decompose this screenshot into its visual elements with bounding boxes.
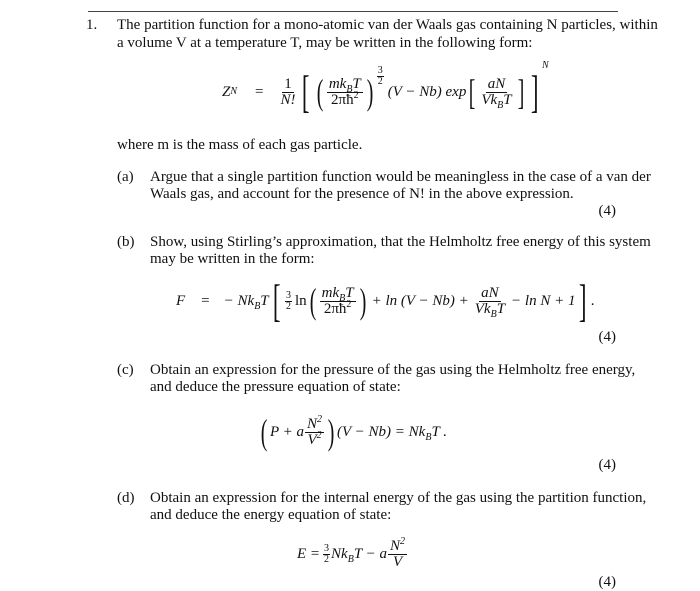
f-bracket-left: [	[272, 275, 281, 326]
zn-paren-right: )	[366, 72, 374, 112]
f-half: $\frac{3}{2}$	[285, 289, 291, 312]
part-c-marks: (4)	[598, 457, 616, 473]
question-number: 1.	[86, 17, 98, 33]
f-ln: ln	[294, 293, 307, 309]
part-d-line-1: Obtain an expression for the internal energy of the gas using the partition function,	[150, 490, 647, 506]
part-b-label: (b)	[117, 234, 135, 250]
part-b-marks: (4)	[598, 329, 616, 345]
energy-equation: E = $\frac{3}{2}$ $Nk_BT - a$ $\frac{N^2}{V}$	[297, 535, 406, 570]
pressure-equation: ( P + a $\frac{N^2}{V^2}$ ) $(V - Nb) = Nk_BT$ .	[260, 412, 448, 452]
zn-exp-fraction: $\frac{aN}{Vk_BT}$	[481, 75, 512, 111]
f-mid: + ln (V − Nb) +	[371, 293, 469, 309]
intro-line-2: a volume V at a temperature T, may be written in the following form:	[117, 35, 533, 51]
f-an-fraction: $\frac{aN}{Vk_BT}$	[474, 284, 506, 320]
zn-equals: =	[255, 84, 264, 100]
top-rule	[88, 11, 618, 12]
partition-function-equation: Z N = $\frac{1}{N!}$ [ ( $\frac{mk_BT}{2\pi ħ^2}$ ) $\frac{3}{2}$ (V − Nb) exp [ $\frac{aN}{Vk_BT}$ ] ] N	[222, 60, 549, 117]
part-b-line-1: Show, using Stirling’s approximation, that the Helmholtz free energy of this system	[150, 234, 651, 250]
part-d-marks: (4)	[598, 574, 616, 590]
zn-coefficient: $\frac{1}{N!}$	[280, 75, 296, 108]
where-text: where m is the mass of each gas particle.	[117, 137, 363, 153]
p-rest: (V − Nb) = Nk	[337, 424, 426, 440]
part-c-line-1: Obtain an expression for the pressure of the gas using the Helmholtz free energy,	[150, 362, 636, 378]
zn-outer-bracket-left: [	[302, 66, 310, 117]
p-paren-right: )	[327, 412, 335, 452]
intro-line-1: The partition function for a mono-atomic van der Waals gas containing N particles, within	[117, 17, 658, 33]
e-fraction: $\frac{N^2}{V}$	[390, 535, 406, 570]
zn-middle: (V − Nb) exp	[387, 84, 467, 100]
f-thermal-fraction: $\frac{mk_BT}{2\pi ħ^2}$	[321, 284, 354, 317]
f-lhs: F	[176, 293, 186, 309]
part-a-marks: (4)	[598, 203, 616, 219]
f-equals: =	[201, 293, 210, 309]
part-a-line-1: Argue that a single partition function would be meaningless in the case of a van der	[150, 169, 651, 185]
p-paren-left: (	[260, 412, 268, 452]
part-a-line-2: Waals gas, and account for the presence of N! in the above expression.	[150, 186, 574, 202]
p-lhs: P + a	[270, 424, 305, 440]
part-d-label: (d)	[117, 490, 135, 506]
zn-power: $\frac{3}{2}$	[377, 65, 383, 87]
helmholtz-equation: F = − $Nk_BT$ [ $\frac{3}{2}$ ln ( $\frac{mk_BT}{2\pi ħ^2}$ ) + ln (V − Nb) + $\frac{aN}{Vk_BT}$ − ln N + 1 ] .	[176, 275, 595, 326]
part-a-label: (a)	[117, 169, 134, 185]
e-half: $\frac{3}{2}$	[324, 542, 330, 565]
e-mid: Nk	[331, 546, 348, 562]
f-end: .	[590, 293, 595, 309]
part-d-line-2: and deduce the energy equation of state:	[150, 507, 392, 523]
part-c-line-2: and deduce the pressure equation of state:	[150, 379, 401, 395]
f-bracket-right: ]	[579, 275, 587, 326]
f-paren-right: )	[359, 281, 366, 321]
zn-exp-bracket-right: ]	[517, 72, 524, 112]
part-c-label: (c)	[117, 362, 134, 378]
p-fraction: $\frac{N^2}{V^2}$	[307, 413, 323, 448]
f-paren-left: (	[309, 281, 316, 321]
zn-lhs: Z	[222, 84, 231, 100]
zn-thermal-fraction: $\frac{mk_BT}{2\pi ħ^2}$	[328, 75, 361, 108]
e-lhs: E =	[297, 546, 321, 562]
zn-exp-bracket-left: [	[469, 72, 476, 112]
zn-paren-left: (	[316, 72, 324, 112]
f-tail: − ln N + 1	[511, 293, 576, 309]
part-b-line-2: may be written in the form:	[150, 251, 315, 267]
f-pre: − Nk	[223, 293, 255, 309]
zn-outer-bracket-right: ]	[530, 66, 539, 117]
